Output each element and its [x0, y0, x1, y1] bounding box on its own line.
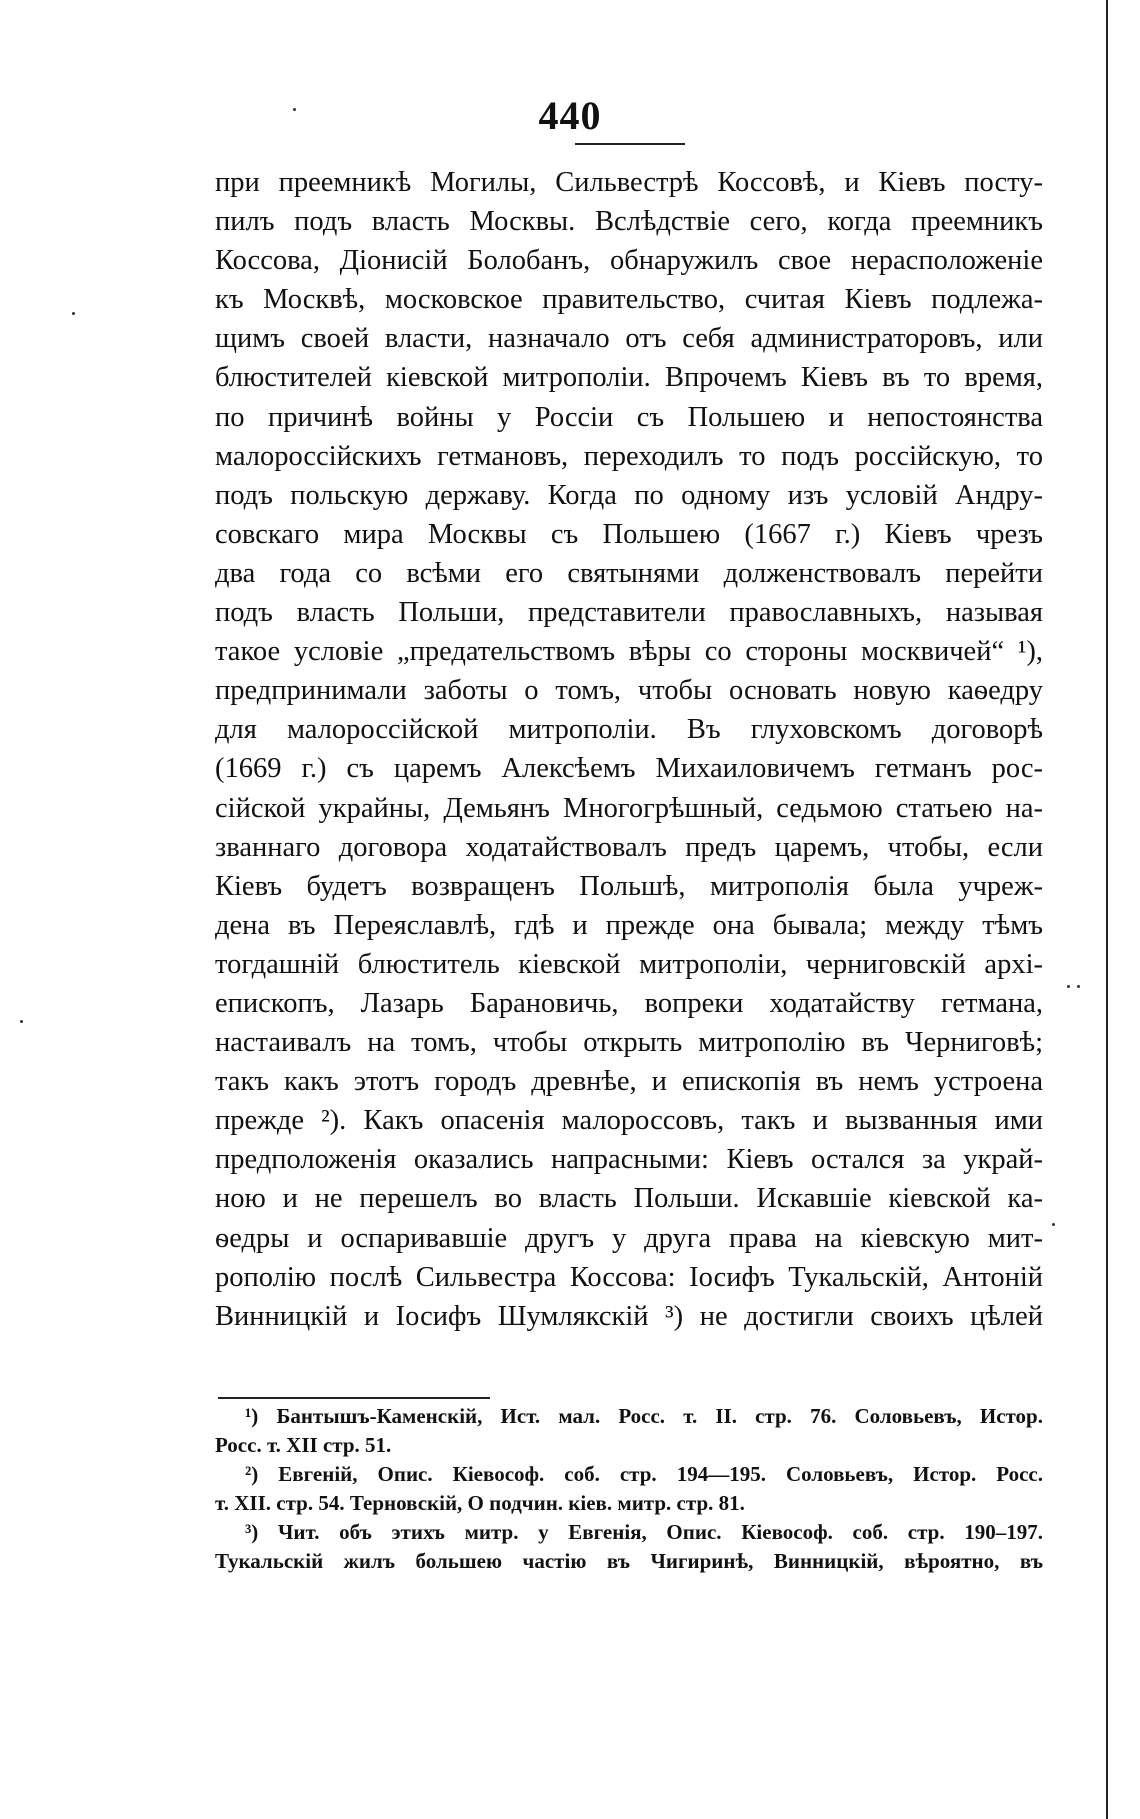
body-line: такое условіе „предательствомъ вѣры со стороны москвичей“ ¹), — [215, 636, 1043, 668]
body-line: по причинѣ войны у Россіи съ Польшею и непостоянства — [215, 401, 1043, 433]
body-line: сійской украйны, Демьянъ Многогрѣшный, седьмою статьею на- — [215, 792, 1043, 824]
footnote-line: ²) Евгеній, Опис. Кіевософ. соб. стр. 194—195. Соловьевъ, Истор. Росс. — [245, 1462, 1043, 1487]
body-line: (1669 г.) съ царемъ Алексѣемъ Михаиловичемъ гетманъ рос- — [215, 753, 1043, 785]
scan-speck — [1067, 985, 1070, 988]
body-line: рополію послѣ Сильвестра Коссова: Іосифъ Тукальскій, Антоній — [215, 1261, 1043, 1293]
footnote-line: ¹) Бантышъ-Каменскій, Ист. мал. Росс. т. II. стр. 76. Соловьевъ, Истор. — [245, 1404, 1043, 1428]
footnote-line: т. XII. стр. 54. Терновскій, О подчин. кіев. митр. стр. 81. — [215, 1491, 745, 1516]
footnote-separator — [218, 1397, 490, 1399]
body-line: Кіевъ будетъ возвращенъ Польшѣ, митрополія была учреж- — [215, 870, 1043, 902]
body-line: ною и не перешелъ во власть Польши. Искавшіе кіевской ка- — [215, 1183, 1043, 1215]
body-text — [215, 163, 1043, 1336]
body-line: подъ власть Польши, представители православныхъ, называя — [215, 597, 1043, 629]
page-number-underline — [575, 143, 685, 145]
body-line: ѳедры и оспаривавшіе другъ у друга права на кіевскую мит- — [215, 1222, 1043, 1254]
body-line: совскаго мира Москвы съ Польшею (1667 г.) Кіевъ чрезъ — [215, 518, 1043, 550]
scan-speck — [72, 312, 75, 315]
body-line: пилъ подъ власть Москвы. Вслѣдствіе сего, когда преемникъ — [215, 206, 1043, 238]
body-line: при преемникѣ Могилы, Сильвестрѣ Коссовѣ, и Кіевъ посту- — [215, 167, 1043, 198]
body-line: два года со всѣми его святынями долженствовалъ перейти — [215, 557, 1043, 589]
scan-speck — [1077, 985, 1080, 988]
page-edge-line — [1106, 0, 1108, 1819]
scan-speck — [293, 108, 296, 111]
body-line: тогдашній блюститель кіевской митрополіи, черниговскій архі- — [215, 948, 1043, 980]
body-line: Винницкій и Іосифъ Шумлякскій ³) не достигли своихъ цѣлей — [215, 1300, 1043, 1332]
body-line: прежде ²). Какъ опасенія малороссовъ, такъ и вызванныя ими — [215, 1105, 1043, 1137]
footnote-line: Тукальскій жилъ большею частію въ Чигиринѣ, Винницкій, вѣроятно, въ — [215, 1549, 1043, 1574]
body-line: такъ какъ этотъ городъ древнѣе, и епископія въ немъ устроена — [215, 1066, 1043, 1098]
body-line: щимъ своей власти, назначало отъ себя администраторовъ, или — [215, 323, 1043, 355]
body-line: подъ польскую державу. Когда по одному изъ условій Андру- — [215, 479, 1043, 511]
footnote-line: Росс. т. XII стр. 51. — [215, 1433, 392, 1458]
body-line: малороссійскихъ гетмановъ, переходилъ то подъ россійскую, то — [215, 440, 1043, 472]
scan-speck — [20, 1020, 23, 1023]
footnote-line: ³) Чит. объ этихъ митр. у Евгенія, Опис. Кіевософ. соб. стр. 190–197. — [245, 1520, 1043, 1545]
body-line: предположенія оказались напрасными: Кіевъ остался за украй- — [215, 1144, 1043, 1176]
body-line: званнаго договора ходатайствовалъ предъ царемъ, чтобы, если — [215, 831, 1043, 863]
body-line: Коссова, Діонисій Болобанъ, обнаружилъ свое нерасположеніе — [215, 245, 1043, 277]
body-line: настаивалъ на томъ, чтобы открыть митрополію въ Черниговѣ; — [215, 1027, 1043, 1059]
body-line: къ Москвѣ, московское правительство, считая Кіевъ подлежа- — [215, 284, 1043, 316]
footnotes — [215, 1402, 1043, 1577]
body-line: епископъ, Лазарь Барановичь, вопреки ходатайству гетмана, — [215, 987, 1043, 1019]
scan-speck — [1052, 1223, 1055, 1226]
body-line: дена въ Переяславлѣ, гдѣ и прежде она бывала; между тѣмъ — [215, 909, 1043, 941]
body-line: блюстителей кіевской митрополіи. Впрочемъ Кіевъ въ то время, — [215, 362, 1043, 394]
page-number: 440 — [538, 93, 602, 138]
body-line: предпринимали заботы о томъ, чтобы основать новую каѳедру — [215, 675, 1043, 707]
body-line: для малороссійской митрополіи. Въ глуховскомъ договорѣ — [215, 714, 1043, 746]
